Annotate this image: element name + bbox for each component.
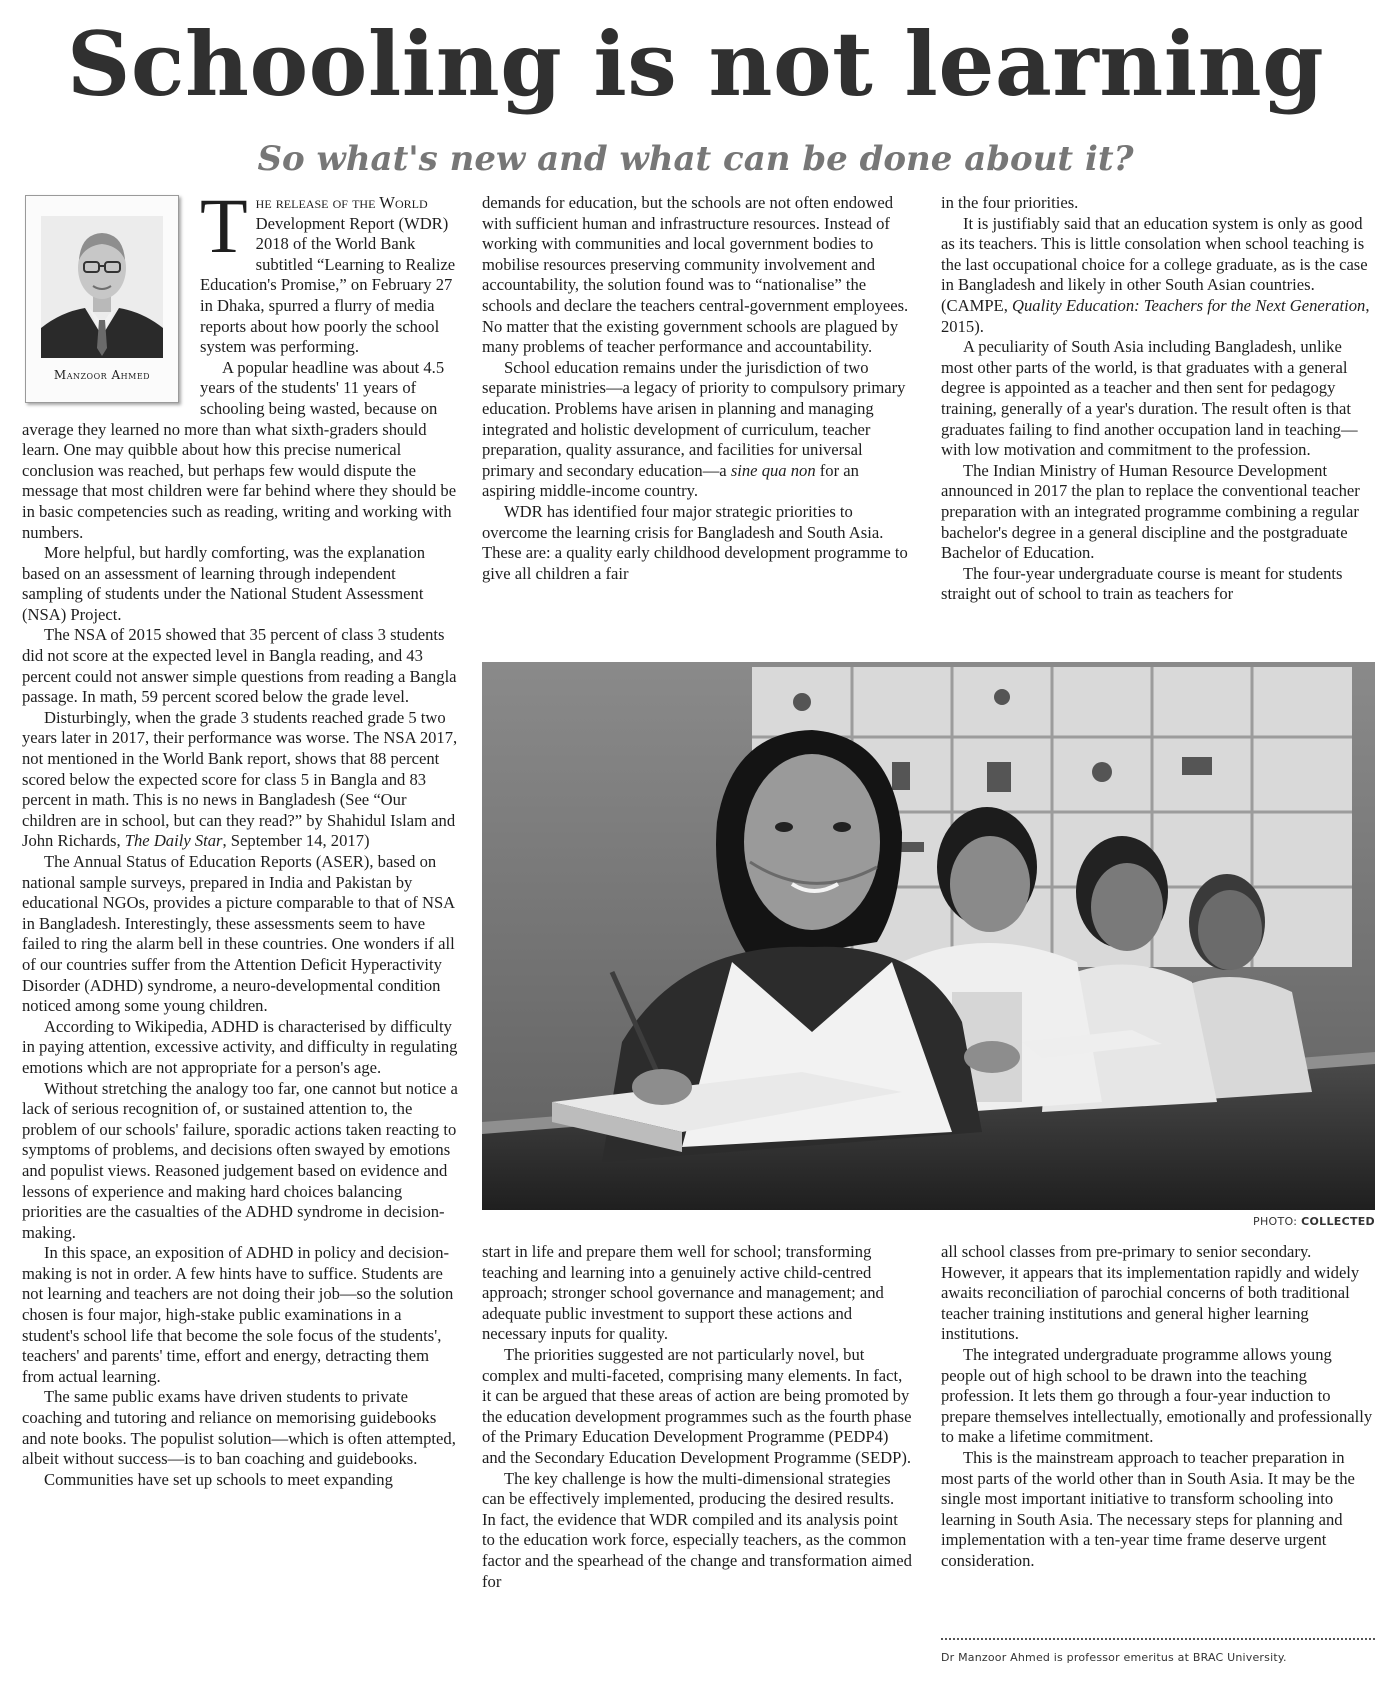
article-paragraph [22, 708, 458, 852]
article-paragraph: The key challenge is how the multi-dimensional strategies can be effectively implemented, producing the desired results. In fact, the evidence that WDR compiled and its analysis point to the education work force, especially teachers, as the common factor and the spearhead of the change and transformation aimed for [482, 1468, 912, 1591]
drop-cap: T [200, 182, 248, 269]
article-column-2-bottom [482, 1242, 912, 1592]
lead-paragraph-text: Development Report (WDR) 2018 of the World Bank subtitled “Learning to Realize Education's Promise,” on February 27 in Dhaka, spurred a flurry of media reports about how poorly the school system was performing. [200, 213, 456, 357]
paragraph-text: , September 14, 2017) [222, 831, 370, 851]
article-paragraph: This is the mainstream approach to teacher preparation in most parts of the world other than in South Asia. It may be the single most important initiative to transform schooling into learning in South Asia. The necessary steps for planning and implementation with a ten-year time frame deserve urgent consideration. [941, 1447, 1355, 1570]
article-paragraph: in the four priorities. [941, 193, 1079, 212]
photo-credit [1190, 1215, 1375, 1228]
article-paragraph: A popular headline was about 4.5 years of the students' 11 years of schooling being wasted, because on average they learned no more than what sixth-graders should learn. One may quibble about how this precise numerical conclusion was reached, but perhaps few would dispute the message that most children were far behind where they should be in basic competencies such as reading, writing and working with numbers. [22, 357, 457, 542]
article-column-3-top [941, 193, 1375, 605]
article-column-3-bottom [941, 1242, 1375, 1572]
headline: Schooling is not learning [66, 12, 1325, 116]
article-paragraph: According to Wikipedia, ADHD is characterised by difficulty in paying attention, excessive activity, and difficulty in regulating emotions which are not appropriate for a person's age. [22, 1016, 458, 1077]
article-paragraph [482, 358, 912, 502]
paragraph-text: Disturbingly, when the grade 3 students reached grade 5 two years later in 2017, their performance was worse. The NSA 2017, not mentioned in the World Bank report, shows that 88 percent scored below the expected score for class 5 in Bangla and 83 percent in math. This is no news in Bangladesh (See “Our children are in school, but can they read?” by Shahidul Islam and John Richards, [22, 707, 458, 851]
paragraph-text: School education remains under the jurisdiction of two separate ministries—a legacy of priority to compulsory primary education. Problems have arisen in planning and managing integrated and holistic development of curriculum, teacher preparation, quality assurance, and facilities for universal primary and secondary education—a [482, 357, 906, 480]
photo-credit-prefix: PHOTO: [1253, 1215, 1298, 1228]
article-paragraph: More helpful, but hardly comforting, was the explanation based on an assessment of learning through independent sampling of students under the National Student Assessment (NSA) Project. [22, 543, 426, 624]
paragraph-text: for an aspiring middle-income country. [482, 460, 859, 501]
article-paragraph: In this space, an exposition of ADHD in policy and decision-making is not in order. A few hints have to suffice. Students are not learning and teachers are not doing their job—so the solution chosen is four major, high-stake public examinations in a student's school life that become the sole focus of the students', teachers' and parents' time, effort and energy, detracting them from actual learning. [22, 1243, 454, 1386]
subheadline: So what's new and what can be done about it? [257, 139, 1134, 179]
paragraph-text: , 2015). [941, 295, 1370, 336]
publication-name: The Daily Star [124, 831, 223, 851]
article-paragraph: demands for education, but the schools are not often endowed with sufficient human and infrastructure resources. Instead of working with communities and local government bodies to mobilise resources preserving community involvement and accountability, the solution found was to “nationalise” the schools and declare the teachers central-government employees. No matter that the existing government schools are plagued by many problems of teacher performance and accountability. [482, 193, 909, 357]
article-paragraph: A peculiarity of South Asia including Bangladesh, unlike most other parts of the world, is that graduates with a general degree is appointed as a teacher and then sent for pedagogy training, generally of a year's duration. The result often is that graduates failing to find another occupation land in teaching—with low motivation and commitment to the profession. [941, 337, 1358, 460]
article-paragraph: The priorities suggested are not particularly novel, but complex and multi-faceted, comprising many elements. In fact, it can be argued that these areas of action are being promoted by the education development programmes such as the fourth phase of the Primary Education Development Programme (PEDP4) and the Secondary Education Development Programme (SEDP). [482, 1344, 912, 1467]
photo-credit-source: COLLECTED [1301, 1215, 1375, 1228]
article-column-1-text [22, 182, 458, 1683]
article-column-2-top [482, 193, 912, 584]
author-portrait [41, 216, 163, 358]
article-paragraph: The four-year undergraduate course is meant for students straight out of school to train as teachers for [941, 563, 1343, 604]
lead-in-smallcaps: he release of the World [255, 193, 428, 212]
article-paragraph: start in life and prepare them well for school; transforming teaching and learning into a genuinely active child-centred approach; stronger school governance and management; and adequate public investment to support these actions and necessary inputs for quality. [482, 1242, 884, 1344]
article-paragraph: The same public exams have driven students to private coaching and tutoring and reliance on memorising guidebooks and note books. The populist solution—which is often attempted, albeit without success—is to ban coaching and guidebooks. [22, 1387, 456, 1469]
article-paragraph: The integrated undergraduate programme allows young people out of high school to be drawn into the teaching profession. It lets them go through a four-year induction to prepare themselves intellectually, emotionally and professionally to make a lifetime commitment. [941, 1344, 1373, 1447]
article-paragraph: The NSA of 2015 showed that 35 percent of class 3 students did not score at the expected level in Bangla reading, and 43 percent could not answer simple questions from reading a Bangla passage. In math, 59 percent scored below the grade level. [22, 625, 457, 707]
article-paragraph [941, 214, 1375, 338]
article-paragraph: all school classes from pre-primary to senior secondary. However, it appears that its implementation rapidly and widely awaits reconciliation of parochial concerns of both traditional teacher training institutions and general higher learning institutions. [941, 1242, 1360, 1344]
article-paragraph: The Annual Status of Education Reports (ASER), based on national sample surveys, prepared in India and Pakistan by educational NGOs, provides a picture comparable to that of NSA in Bangladesh. Interestingly, these assessments seem to have failed to ring the alarm bell in these countries. One wonders if all of our countries suffer from the Attention Deficit Hyperactivity Disorder (ADHD) syndrome, a neuro-developmental condition noticed among some young children. [22, 852, 455, 1016]
author-footnote: Dr Manzoor Ahmed is professor emeritus at BRAC University. [941, 1651, 1287, 1664]
article-paragraph: WDR has identified four major strategic priorities to overcome the learning crisis for Bangladesh and South Asia. These are: a quality early childhood development programme to give all children a fair [482, 501, 908, 583]
latin-phrase: sine qua non [730, 460, 816, 480]
classroom-photo [482, 662, 1375, 1210]
article-paragraph: Without stretching the analogy too far, one cannot but notice a lack of serious recognition of, or sustained attention to, the problem of our schools' failure, sporadic actions taken reacting to symptoms of problems, and decisions often swayed by emotions and populist views. Reasoned judgement based on evidence and lessons of experience and making hard choices balancing priorities are the casualties of the ADHD syndrome in decision-making. [22, 1078, 458, 1242]
author-name: Manzoor Ahmed [53, 368, 151, 382]
author-box-front [25, 195, 179, 403]
cited-title: Quality Education: Teachers for the Next Generation [1012, 295, 1366, 315]
footnote-divider [941, 1638, 1375, 1640]
article-paragraph: Communities have set up schools to meet expanding [44, 1469, 393, 1489]
paragraph-text: It is justifiably said that an education system is only as good as its teachers. This is little consolation when school teaching is the last occupational choice for a college graduate, as is the case in Bangladesh and likely in other South Asian countries. (CAMPE, [941, 213, 1368, 315]
article-paragraph: The Indian Ministry of Human Resource Development announced in 2017 the plan to replace the conventional teacher preparation with an integrated programme combining a regular bachelor's degree in a general discipline and the postgraduate Bachelor of Education. [941, 460, 1360, 563]
